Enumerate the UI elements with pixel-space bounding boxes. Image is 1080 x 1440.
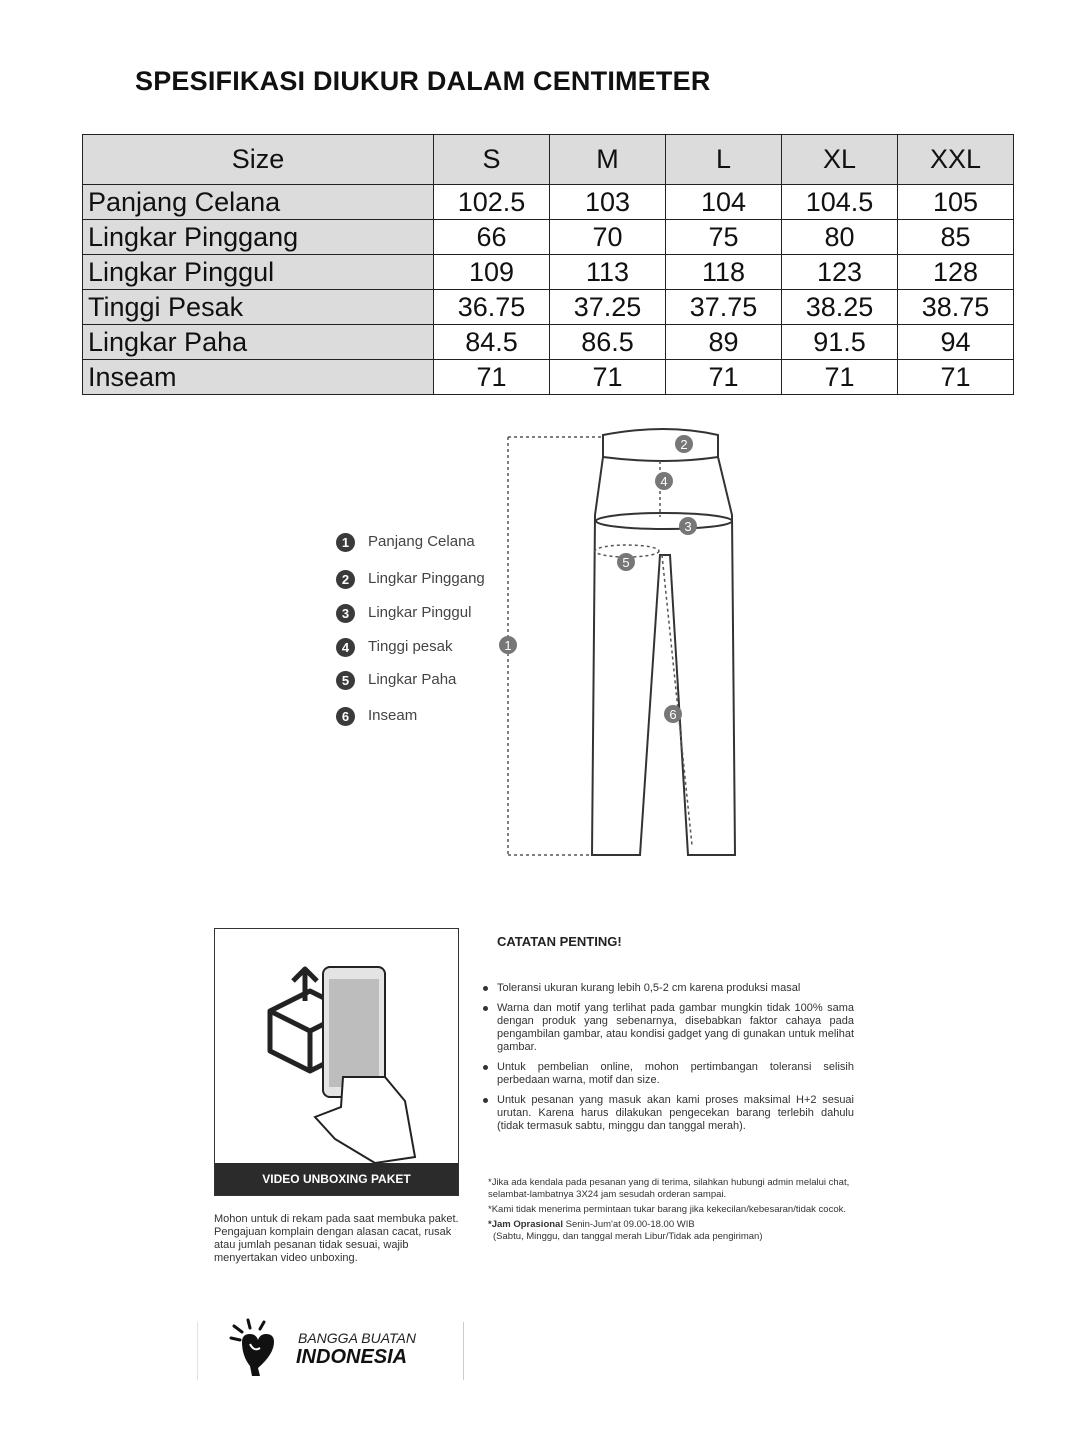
- legend-label: Lingkar Pinggang: [368, 570, 485, 587]
- video-unboxing-card: [214, 928, 459, 1196]
- list-item: [482, 1002, 854, 1054]
- legend-number: 2: [336, 570, 355, 589]
- table-row: [83, 185, 1014, 220]
- heart-hand-icon: [228, 1318, 288, 1380]
- table-header-row: [83, 135, 1014, 185]
- table-row: [83, 255, 1014, 290]
- table-cell: 37.25: [550, 290, 666, 325]
- notes-list: [482, 982, 854, 1140]
- marker-5-label: 5: [622, 555, 630, 570]
- legend-number: 4: [336, 638, 355, 657]
- table-cell: 71: [898, 360, 1014, 395]
- table-cell: 89: [666, 325, 782, 360]
- legend-label: Inseam: [368, 707, 418, 724]
- table-cell: 109: [434, 255, 550, 290]
- table-cell: 75: [666, 220, 782, 255]
- brand-line2: INDONESIA: [296, 1346, 408, 1368]
- table-cell: 128: [898, 255, 1014, 290]
- table-cell: 85: [898, 220, 1014, 255]
- row-label: Inseam: [83, 360, 434, 395]
- list-item: [482, 1094, 854, 1133]
- marker-1-label: 1: [504, 638, 512, 653]
- header-s: S: [434, 135, 550, 185]
- legend-label: Panjang Celana: [368, 533, 475, 550]
- table-cell: 80: [782, 220, 898, 255]
- header-xl: XL: [782, 135, 898, 185]
- hours-value: Senin-Jum'at 09.00-18.00 WIB: [565, 1219, 695, 1230]
- marker-3-label: 3: [684, 519, 692, 534]
- legend-label: Lingkar Pinggul: [368, 604, 472, 621]
- row-label: Lingkar Paha: [83, 325, 434, 360]
- table-cell: 71: [434, 360, 550, 395]
- unboxing-phone-icon: [215, 929, 458, 1163]
- bullet-icon: [483, 986, 488, 991]
- table-cell: 71: [550, 360, 666, 395]
- row-label: Tinggi Pesak: [83, 290, 434, 325]
- table-cell: 91.5: [782, 325, 898, 360]
- list-item: [482, 1061, 854, 1087]
- page-title: SPESIFIKASI DIUKUR DALAM CENTIMETER: [135, 66, 711, 96]
- pants-diagram: [490, 415, 750, 870]
- footnote-exchange: *Kami tidak menerima permintaan tukar barang jika kekecilan/kebesaran/tidak cocok.: [488, 1204, 847, 1215]
- table-cell: 66: [434, 220, 550, 255]
- bullet-icon: [483, 1098, 488, 1103]
- hours-note: (Sabtu, Minggu, dan tanggal merah Libur/Tidak ada pengiriman): [493, 1231, 763, 1242]
- table-cell: 37.75: [666, 290, 782, 325]
- notes-title: CATATAN PENTING!: [497, 934, 622, 949]
- table-cell: 38.25: [782, 290, 898, 325]
- note-text: Untuk pesanan yang masuk akan kami proses maksimal H+2 sesuai urutan. Karena harus dilakukan pengecekan barang terlebih dahulu (tidak termasuk sabtu, minggu dan tanggal merah).: [497, 1094, 854, 1132]
- video-unboxing-label: VIDEO UNBOXING PAKET: [215, 1163, 458, 1195]
- table-cell: 113: [550, 255, 666, 290]
- pants-outline: [592, 429, 735, 855]
- row-label: Panjang Celana: [83, 185, 434, 220]
- legend-label: Tinggi pesak: [368, 638, 453, 655]
- legend-number: 1: [336, 533, 355, 552]
- table-cell: 94: [898, 325, 1014, 360]
- table-cell: 104.5: [782, 185, 898, 220]
- table-cell: 103: [550, 185, 666, 220]
- table-cell: 102.5: [434, 185, 550, 220]
- marker-2-label: 2: [680, 437, 688, 452]
- size-table: [82, 134, 1014, 395]
- table-row: [83, 360, 1014, 395]
- legend-number: 3: [336, 604, 355, 623]
- brand-line1: BANGGA BUATAN: [298, 1330, 416, 1346]
- header-m: M: [550, 135, 666, 185]
- legend-label: Lingkar Paha: [368, 671, 457, 688]
- header-xxl: XXL: [898, 135, 1014, 185]
- table-cell: 104: [666, 185, 782, 220]
- table-row: [83, 220, 1014, 255]
- footnote-complaint: *Jika ada kendala pada pesanan yang di terima, silahkan hubungi admin melalui chat, selambat-lambatnya 3X24 jam sesudah orderan sampai.: [488, 1177, 850, 1200]
- row-label: Lingkar Pinggul: [83, 255, 434, 290]
- note-text: Warna dan motif yang terlihat pada gambar mungkin tidak 100% sama dengan produk yang sebenarnya, disebabkan faktor cahaya pada pengambilan gambar, atau kondisi gadget yang di gunakan untuk melihat gambar.: [497, 1002, 854, 1053]
- table-cell: 70: [550, 220, 666, 255]
- note-text: Untuk pembelian online, mohon pertimbangan toleransi selisih perbedaan warna, motif dan size.: [497, 1061, 854, 1086]
- bullet-icon: [483, 1065, 488, 1070]
- measure-lines: [508, 437, 692, 855]
- list-item: [482, 982, 854, 995]
- row-label: Lingkar Pinggang: [83, 220, 434, 255]
- brand-logo: [228, 1318, 416, 1385]
- table-cell: 84.5: [434, 325, 550, 360]
- divider: [463, 1322, 464, 1380]
- table-cell: 36.75: [434, 290, 550, 325]
- table-row: [83, 325, 1014, 360]
- divider: [197, 1322, 198, 1380]
- table-cell: 86.5: [550, 325, 666, 360]
- header-size: Size: [83, 135, 434, 185]
- header-l: L: [666, 135, 782, 185]
- legend-number: 5: [336, 671, 355, 690]
- table-cell: 118: [666, 255, 782, 290]
- video-unboxing-note: Mohon untuk di rekam pada saat membuka paket. Pengajuan komplain dengan alasan cacat, rusak atau jumlah pesanan tidak sesuai, wajib menyertakan video unboxing.: [214, 1213, 459, 1264]
- table-cell: 123: [782, 255, 898, 290]
- hours-label: *Jam Oprasional: [488, 1219, 563, 1230]
- table-cell: 71: [666, 360, 782, 395]
- footnotes: [488, 1177, 878, 1243]
- table-cell: 38.75: [898, 290, 1014, 325]
- operating-hours: [488, 1219, 878, 1231]
- table-cell: 71: [782, 360, 898, 395]
- note-text: Toleransi ukuran kurang lebih 0,5-2 cm karena produksi masal: [497, 982, 801, 994]
- bullet-icon: [483, 1006, 488, 1011]
- legend-number: 6: [336, 707, 355, 726]
- marker-6-label: 6: [669, 707, 677, 722]
- table-row: [83, 290, 1014, 325]
- table-cell: 105: [898, 185, 1014, 220]
- marker-4-label: 4: [660, 474, 668, 489]
